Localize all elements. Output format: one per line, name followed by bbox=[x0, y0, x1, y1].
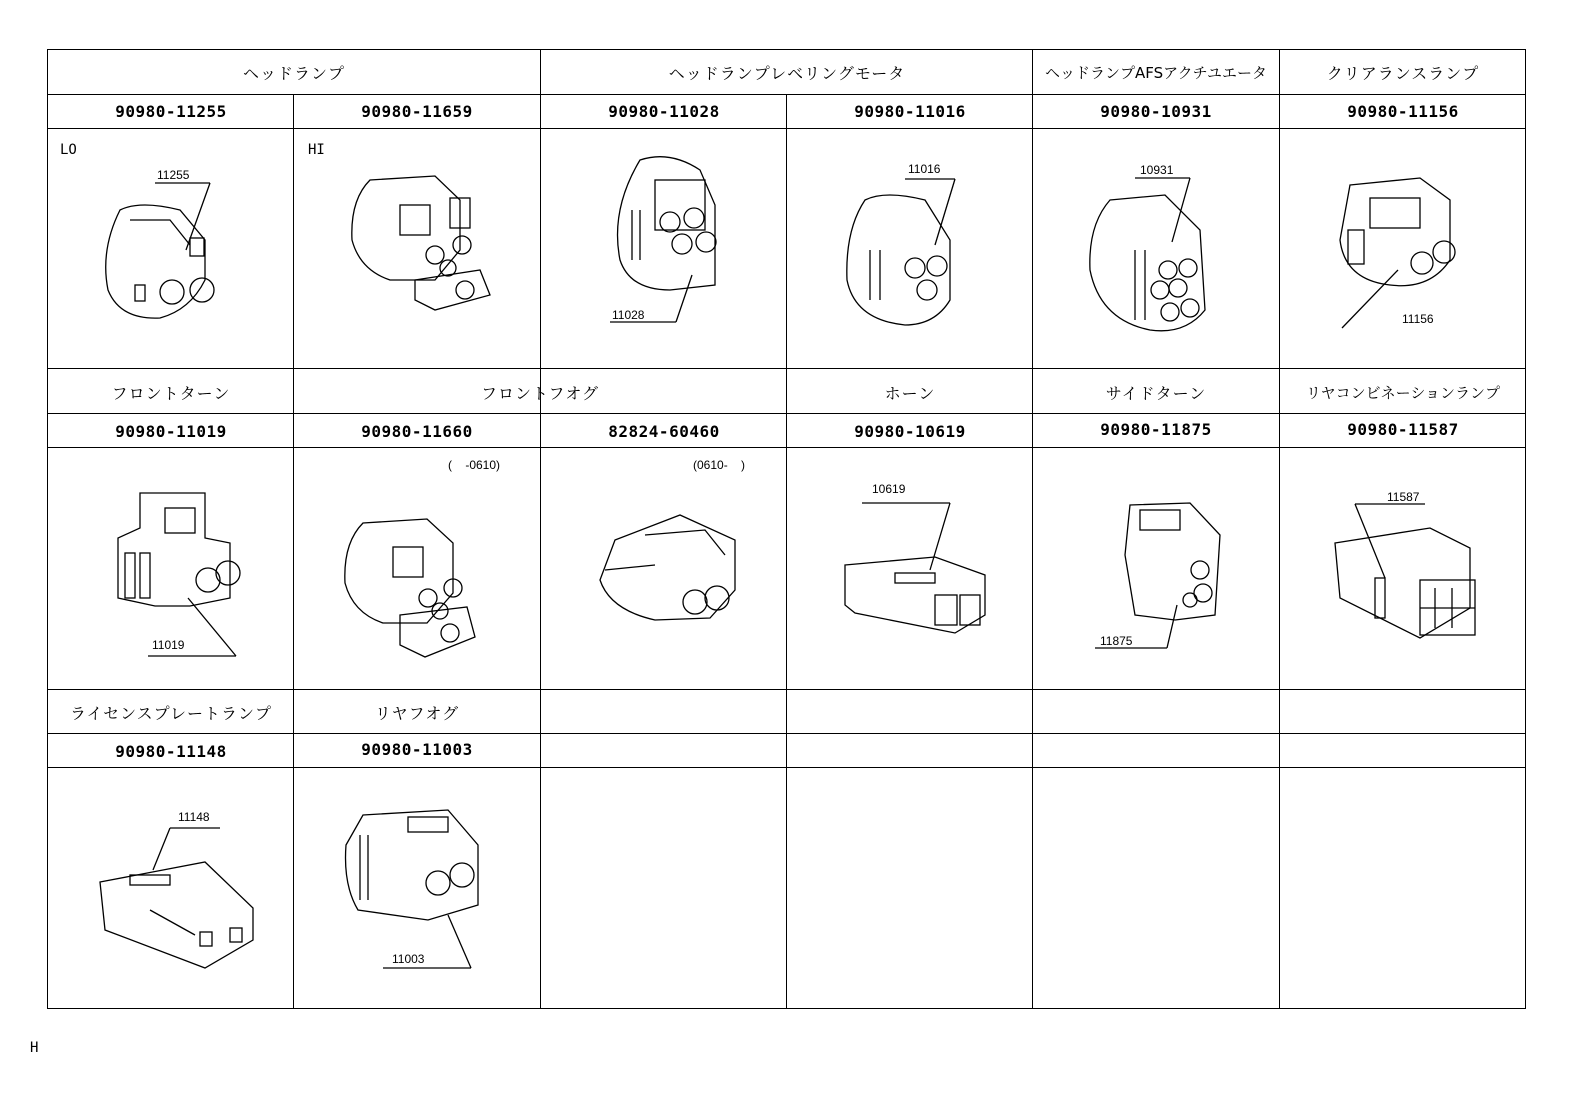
part-number-60460: 82824-60460 bbox=[608, 422, 720, 441]
part-number-11255: 90980-11255 bbox=[115, 102, 227, 121]
part-number-11156: 90980-11156 bbox=[1347, 102, 1459, 121]
callout-10619: 10619 bbox=[872, 482, 906, 496]
callout-11003: 11003 bbox=[392, 952, 425, 966]
callout-11016: 11016 bbox=[908, 162, 941, 176]
name-front-fog: フロントフオグ bbox=[480, 383, 600, 403]
part-number-11148: 90980-11148 bbox=[115, 742, 227, 761]
connector-11255-drawing bbox=[80, 170, 230, 330]
name-rear-fog: リヤフオグ bbox=[374, 703, 460, 723]
name-clearance-lamp: クリアランスランプ bbox=[1326, 63, 1480, 83]
part-number-10619: 90980-10619 bbox=[854, 422, 966, 441]
name-headlamp-afs-actuator: ヘッドランプAFSアクチユエータ bbox=[1044, 63, 1268, 82]
part-number-10931: 90980-10931 bbox=[1100, 102, 1212, 121]
connector-11875-drawing bbox=[1095, 495, 1235, 655]
name-side-turn: サイドターン bbox=[1105, 383, 1207, 403]
connector-60460-drawing bbox=[595, 510, 755, 630]
table-grid bbox=[47, 49, 1526, 1009]
callout-11156: 11156 bbox=[1402, 312, 1434, 326]
callout-11587: 11587 bbox=[1387, 490, 1420, 504]
part-number-11587: 90980-11587 bbox=[1347, 420, 1459, 439]
name-license-plate-lamp: ライセンスプレートランプ bbox=[70, 703, 272, 723]
footer-left-mark: H bbox=[30, 1040, 39, 1056]
connector-11660-drawing bbox=[335, 515, 485, 665]
part-number-11019: 90980-11019 bbox=[115, 422, 227, 441]
name-headlamp: ヘッドランプ bbox=[242, 63, 345, 83]
connector-11016-drawing bbox=[835, 170, 985, 330]
connector-10619-drawing bbox=[835, 495, 995, 645]
connector-11587-drawing bbox=[1330, 498, 1500, 648]
name-front-turn: フロントターン bbox=[111, 383, 231, 403]
callout-11019: 11019 bbox=[152, 638, 185, 652]
note-hi: HI bbox=[308, 142, 325, 158]
connector-10931-drawing bbox=[1080, 170, 1230, 340]
connector-11156-drawing bbox=[1330, 170, 1480, 330]
part-number-11875: 90980-11875 bbox=[1100, 420, 1212, 439]
name-rear-combination-lamp: リヤコンビネーションランプ bbox=[1305, 383, 1501, 402]
part-number-11659: 90980-11659 bbox=[361, 102, 473, 121]
connector-11003-drawing bbox=[338, 805, 488, 975]
name-horn: ホーン bbox=[884, 383, 936, 403]
callout-11255: 11255 bbox=[157, 168, 190, 182]
callout-10931: 10931 bbox=[1140, 163, 1174, 177]
part-number-11028: 90980-11028 bbox=[608, 102, 720, 121]
callout-11875: 11875 bbox=[1100, 634, 1133, 648]
note-from-0610: (0610- ) bbox=[693, 458, 746, 472]
connector-11028-drawing bbox=[600, 150, 750, 330]
part-number-11003: 90980-11003 bbox=[361, 740, 473, 759]
callout-11028: 11028 bbox=[612, 308, 645, 322]
part-number-11016: 90980-11016 bbox=[854, 102, 966, 121]
part-number-11660: 90980-11660 bbox=[361, 422, 473, 441]
note-lo: LO bbox=[60, 142, 77, 158]
note-until-0610: ( -0610) bbox=[448, 458, 501, 472]
name-headlamp-leveling-motor: ヘッドランプレベリングモータ bbox=[668, 63, 906, 83]
connector-11019-drawing bbox=[110, 488, 250, 658]
connector-11148-drawing bbox=[95, 820, 260, 970]
connector-11659-drawing bbox=[340, 170, 500, 320]
callout-11148: 11148 bbox=[178, 810, 210, 824]
